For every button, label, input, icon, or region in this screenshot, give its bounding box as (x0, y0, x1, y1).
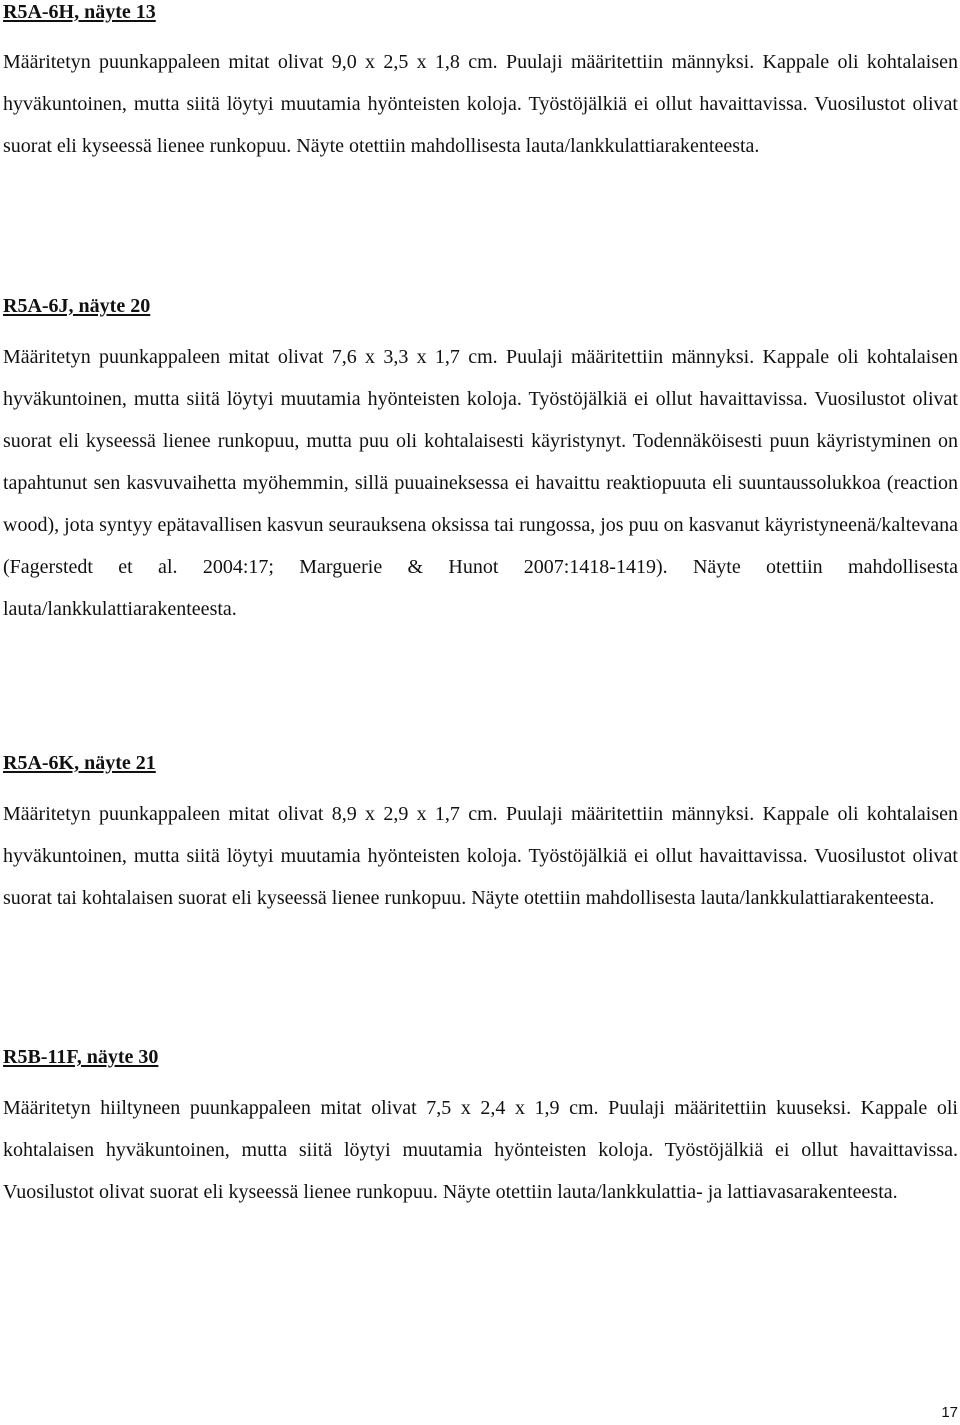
section-heading: R5A-6K, näyte 21 (3, 752, 156, 774)
section-paragraph: Määritetyn hiiltyneen puunkappaleen mitat olivat 7,5 x 2,4 x 1,9 cm. Puulaji määritettiin kuuseksi. Kappale oli kohtalaisen hyväkuntoinen, mutta siitä löytyi muutamia hyönteisten koloja. Työstöjälkiä ei ollut havaittavissa. Vuosilustot olivat suorat eli kyseessä lienee runkopuu. Näyte otettiin lauta/lankkulattia- ja lattiavasarakenteesta. (3, 1097, 958, 1203)
section-paragraph: Määritetyn puunkappaleen mitat olivat 7,6 x 3,3 x 1,7 cm. Puulaji määritettiin männyksi. Kappale oli kohtalaisen hyväkuntoinen, mutta siitä löytyi muutamia hyönteisten koloja. Työstöjälkiä ei ollut havaittavissa. Vuosilustot olivat suorat eli kyseessä lienee runkopuu, mutta puu oli kohtalaisesti käyristynyt. Todennäköisesti puun käyristyminen on tapahtunut sen kasvuvaihetta myöhemmin, sillä puuaineksessa ei havaittu reaktiopuuta eli suuntaussolukkoa (reaction wood), jota syntyy epätavallisen kasvun seurauksena oksissa tai rungossa, jos puu on kasvanut käyristyneenä/kaltevana (Fagerstedt et al. 2004:17; Marguerie & Hunot 2007:1418-1419). Näyte otettiin mahdollisesta lauta/lankkulattiarakenteesta. (3, 346, 958, 620)
section-paragraph: Määritetyn puunkappaleen mitat olivat 8,9 x 2,9 x 1,7 cm. Puulaji määritettiin männyksi. Kappale oli kohtalaisen hyväkuntoinen, mutta siitä löytyi muutamia hyönteisten koloja. Työstöjälkiä ei ollut havaittavissa. Vuosilustot olivat suorat tai kohtalaisen suorat eli kyseessä lienee runkopuu. Näyte otettiin mahdollisesta lauta/lankkulattiarakenteesta. (3, 803, 958, 909)
section-paragraph: Määritetyn puunkappaleen mitat olivat 9,0 x 2,5 x 1,8 cm. Puulaji määritettiin männyksi. Kappale oli kohtalaisen hyväkuntoinen, mutta siitä löytyi muutamia hyönteisten koloja. Työstöjälkiä ei ollut havaittavissa. Vuosilustot olivat suorat eli kyseessä lienee runkopuu. Näyte otettiin mahdollisesta lauta/lankkulattiarakenteesta. (3, 51, 958, 157)
sample-section-r5b-11f (3, 1045, 958, 1213)
section-heading: R5A-6J, näyte 20 (3, 295, 151, 317)
section-heading: R5B-11F, näyte 30 (3, 1046, 159, 1068)
sample-section-r5a-6k (3, 751, 958, 919)
sample-section-r5a-6j (3, 294, 958, 630)
section-heading: R5A-6H, näyte 13 (3, 1, 156, 23)
sample-section-r5a-6h (3, 0, 958, 167)
page-number: 17 (941, 1404, 958, 1421)
